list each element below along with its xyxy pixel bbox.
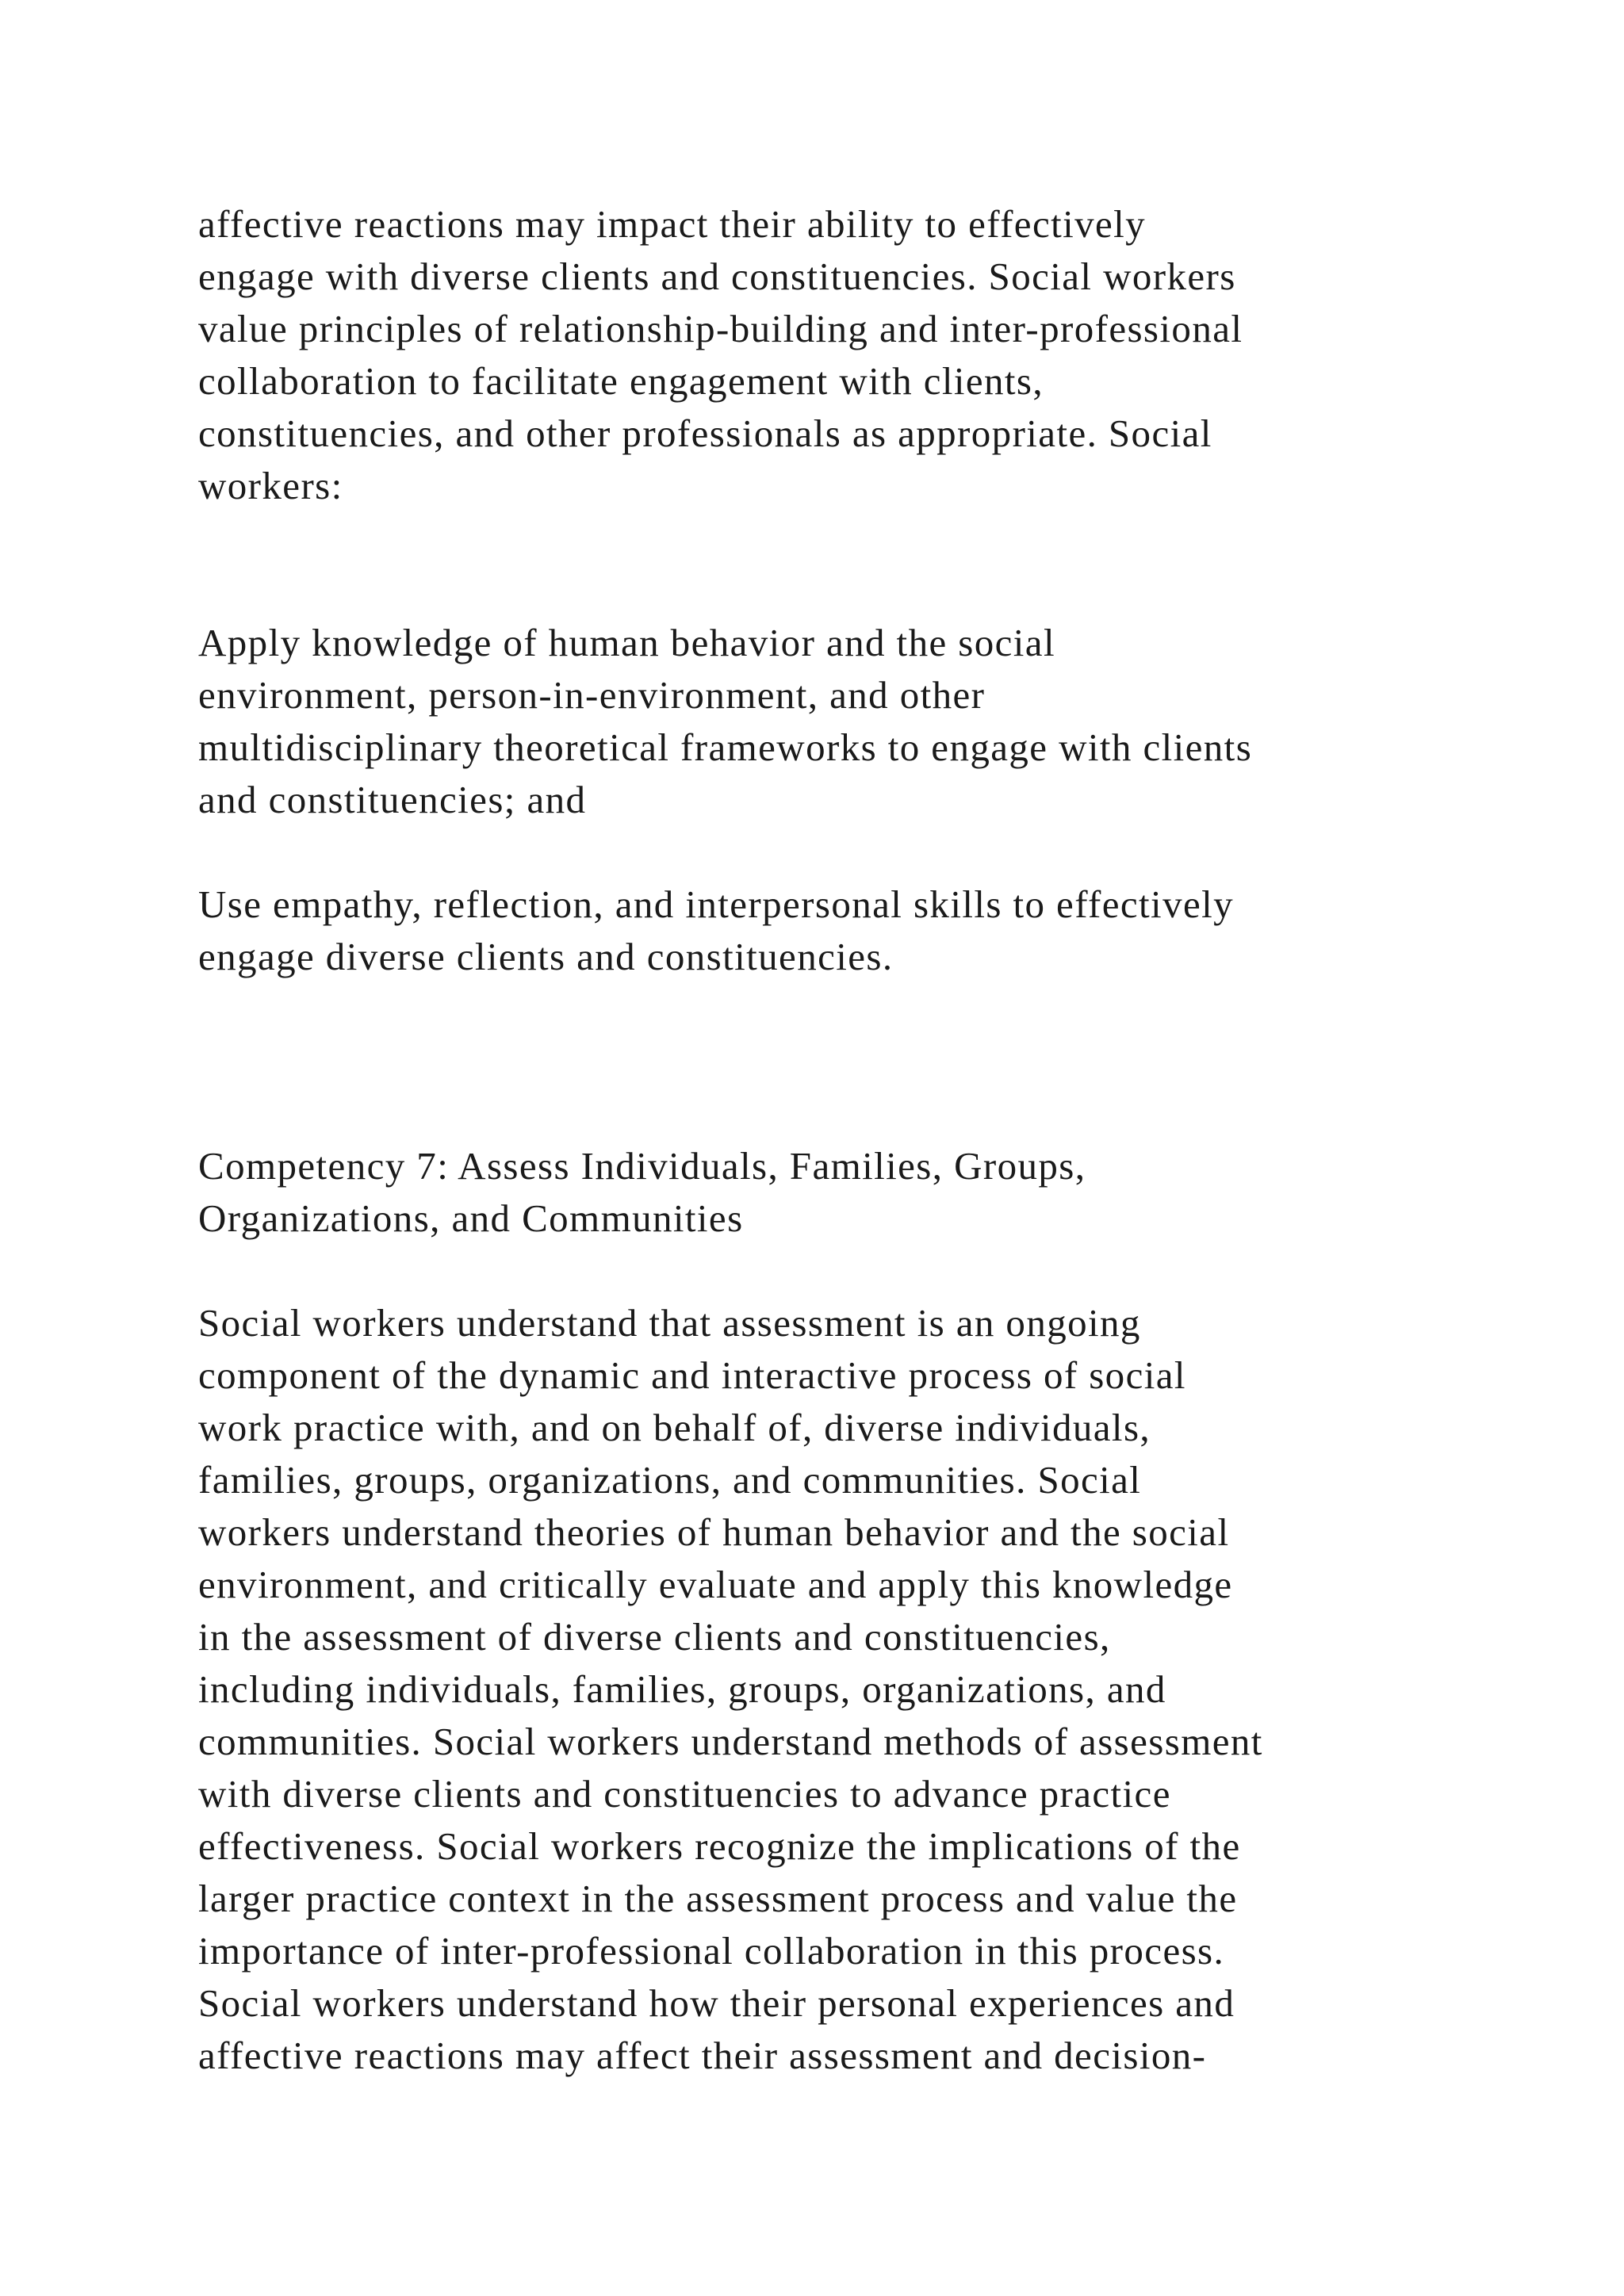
text-line: work practice with, and on behalf of, diverse individuals, (198, 1406, 1151, 1449)
text-line: including individuals, families, groups, organizations, and (198, 1667, 1166, 1711)
text-line: engage diverse clients and constituencies. (198, 935, 894, 978)
text-line: environment, and critically evaluate and apply this knowledge (198, 1563, 1233, 1606)
text-line: families, groups, organizations, and communities. Social (198, 1458, 1142, 1502)
text-line: Competency 7: Assess Individuals, Families, Groups, (198, 1144, 1086, 1188)
text-line: multidisciplinary theoretical frameworks to engage with clients (198, 725, 1253, 769)
paragraph-assessment (198, 1297, 1451, 2082)
text-line: affective reactions may affect their assessment and decision- (198, 2034, 1207, 2077)
paragraph-engagement-intro (198, 198, 1451, 512)
text-line: collaboration to facilitate engagement with clients, (198, 359, 1044, 403)
text-line: in the assessment of diverse clients and constituencies, (198, 1615, 1111, 1659)
text-line: Organizations, and Communities (198, 1196, 744, 1240)
paragraph-spacer (198, 1245, 1451, 1297)
text-line: Apply knowledge of human behavior and the social (198, 621, 1055, 664)
document-body (198, 198, 1451, 2082)
text-line: effectiveness. Social workers recognize the implications of the (198, 1824, 1241, 1868)
paragraph-use-empathy (198, 878, 1451, 983)
paragraph-spacer (198, 826, 1451, 878)
text-line: larger practice context in the assessment process and value the (198, 1877, 1238, 1920)
paragraph-apply-knowledge (198, 617, 1451, 826)
text-line: Social workers understand that assessment is an ongoing (198, 1301, 1141, 1345)
text-line: Social workers understand how their personal experiences and (198, 1981, 1235, 2025)
text-line: workers: (198, 464, 343, 507)
paragraph-spacer (198, 983, 1451, 1140)
text-line: environment, person-in-environment, and other (198, 673, 986, 717)
competency-7-heading (198, 1140, 1451, 1245)
text-line: component of the dynamic and interactive process of social (198, 1353, 1186, 1397)
text-line: Use empathy, reflection, and interpersonal skills to effectively (198, 882, 1235, 926)
text-line: engage with diverse clients and constituencies. Social workers (198, 254, 1236, 298)
text-line: with diverse clients and constituencies to advance practice (198, 1772, 1171, 1816)
text-line: importance of inter-professional collaboration in this process. (198, 1929, 1225, 1973)
text-line: workers understand theories of human behavior and the social (198, 1510, 1230, 1554)
text-line: and constituencies; and (198, 778, 587, 821)
text-line: value principles of relationship-building and inter-professional (198, 307, 1243, 350)
text-line: communities. Social workers understand methods of assessment (198, 1720, 1263, 1763)
text-line: affective reactions may impact their ability to effectively (198, 202, 1147, 246)
paragraph-spacer (198, 512, 1451, 617)
text-line: constituencies, and other professionals as appropriate. Social (198, 411, 1212, 455)
